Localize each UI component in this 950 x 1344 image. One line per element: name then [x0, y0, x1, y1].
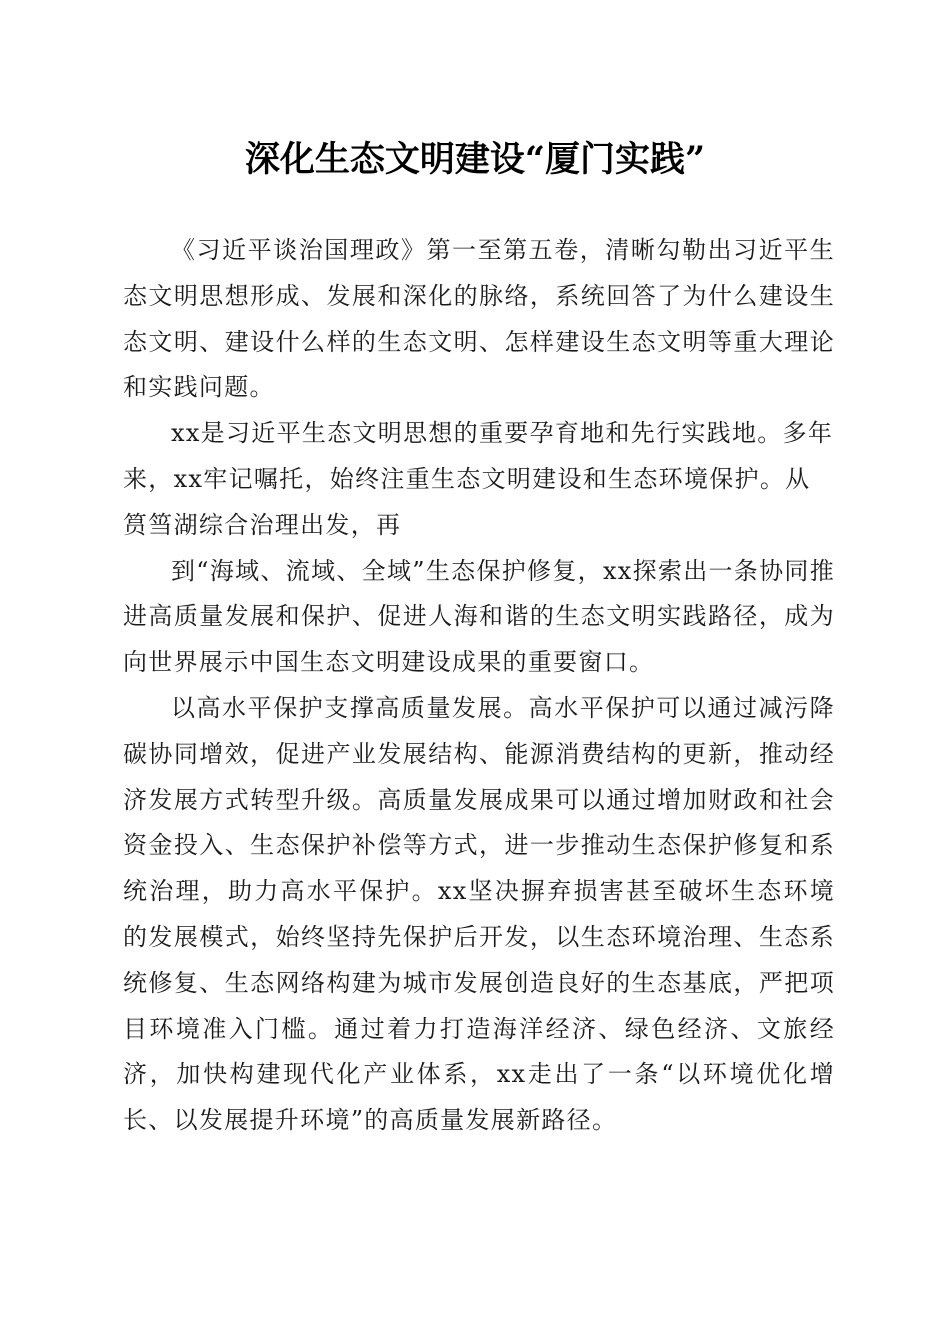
document-title: 深化生态文明建设“厦门实践”	[244, 139, 706, 180]
paragraph-3: 到“海域、流域、全域”生态保护修复，xx探索出一条协同推进高质量发展和保护、促进人海和谐的生态文明实践路径，成为向世界展示中国生态文明建设成果的重要窗口。	[123, 556, 836, 677]
paragraph-2: xx是习近平生态文明思想的重要孕育地和先行实践地。多年来，xx牢记嘱托，始终注重生态文明建设和生态环境保护。从筼筜湖综合治理出发，再	[123, 419, 834, 539]
paragraph-4: 以高水平保护支撑高质量发展。高水平保护可以通过减污降碳协同增效，促进产业发展结构、能源消费结构的更新，推动经济发展方式转型升级。高质量发展成果可以通过增加财政和社会资金投入、生态保护补偿等方式，进一步推动生态保护修复和系统治理，助力高水平保护。xx坚决摒弃损害甚至破坏生态环境的发展模式，始终坚持先保护后开发，以生态环境治理、生态系统修复、生态网络构建为城市发展创造良好的生态基底，严把项目环境准入门槛。通过着力打造海洋经济、绿色经济、文旅经济，加快构建现代化产业体系，xx走出了一条“以环境优化增长、以发展提升环境”的高质量发展新路径。	[123, 693, 835, 1135]
paragraph-1: 《习近平谈治国理政》第一至第五卷，清晰勾勒出习近平生态文明思想形成、发展和深化的脉络，系统回答了为什么建设生态文明、建设什么样的生态文明、怎样建设生态文明等重大理论和实践问题。	[123, 236, 835, 402]
document-body	[123, 228, 835, 1144]
